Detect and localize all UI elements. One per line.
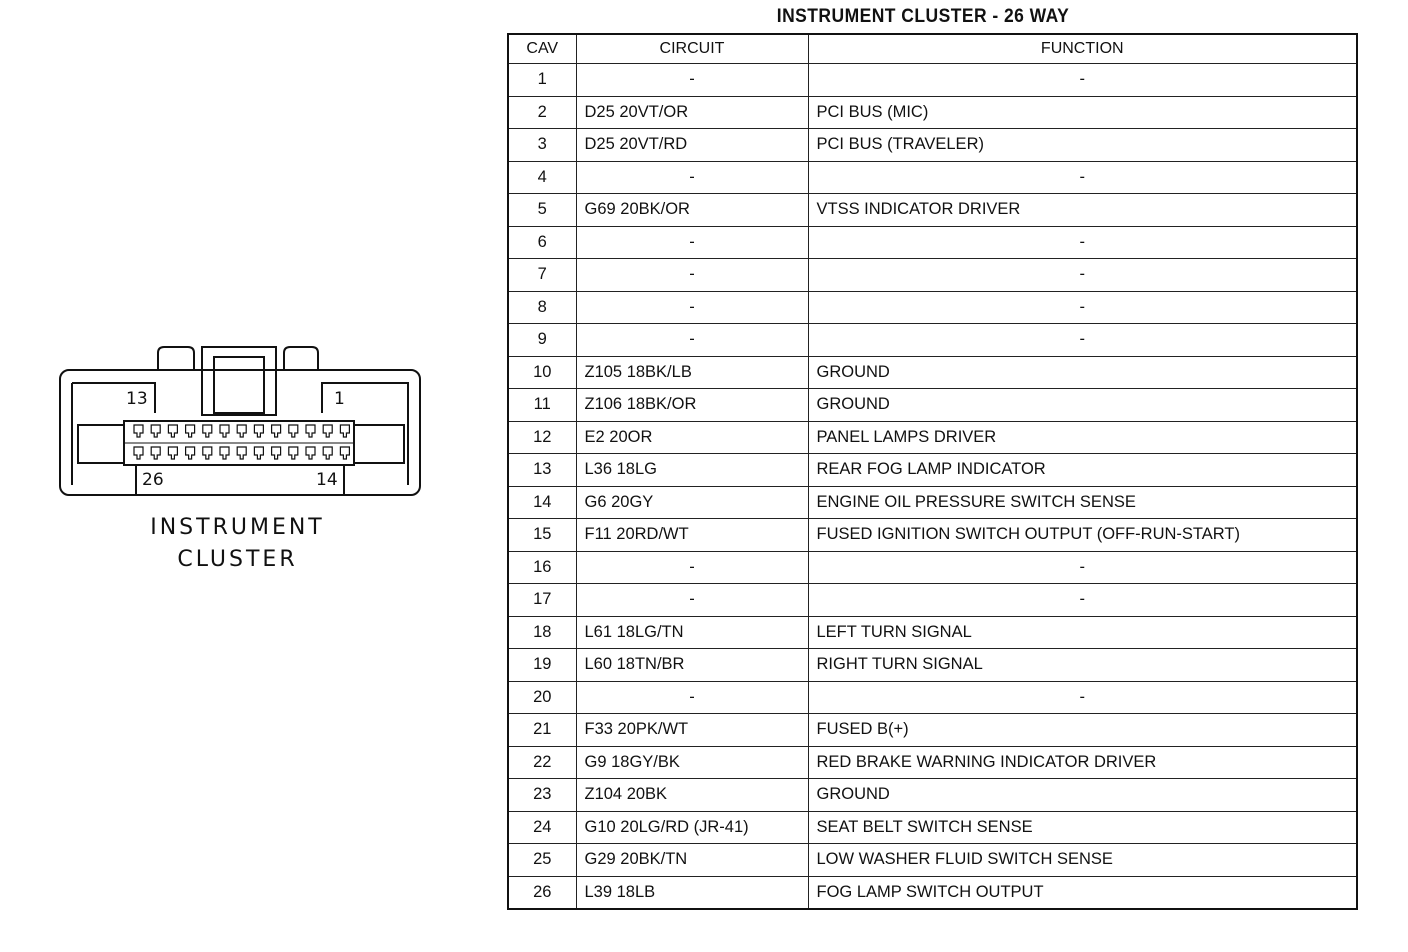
circuit-cell: E2 20OR — [576, 421, 808, 454]
function-cell: GROUND — [808, 389, 1357, 422]
circuit-cell: Z106 18BK/OR — [576, 389, 808, 422]
circuit-cell: D25 20VT/RD — [576, 129, 808, 162]
function-cell: LOW WASHER FLUID SWITCH SENSE — [808, 844, 1357, 877]
table-row — [508, 291, 1357, 324]
connector-pin — [134, 447, 143, 459]
pin-label-1: 1 — [334, 389, 345, 409]
circuit-cell: L60 18TN/BR — [576, 649, 808, 682]
function-cell: RED BRAKE WARNING INDICATOR DRIVER — [808, 746, 1357, 779]
function-cell: FUSED IGNITION SWITCH OUTPUT (OFF-RUN-START) — [808, 519, 1357, 552]
cav-cell: 13 — [508, 454, 576, 487]
circuit-cell: - — [576, 161, 808, 194]
table-row — [508, 746, 1357, 779]
function-cell: RIGHT TURN SIGNAL — [808, 649, 1357, 682]
connector-pin — [203, 447, 212, 459]
connector-pin — [237, 447, 246, 459]
connector-pin — [323, 447, 332, 459]
connector-pin — [340, 425, 349, 437]
connector-pin — [254, 425, 263, 437]
cav-cell: 1 — [508, 64, 576, 97]
function-cell: VTSS INDICATOR DRIVER — [808, 194, 1357, 227]
cav-cell: 8 — [508, 291, 576, 324]
connector-pin — [151, 447, 160, 459]
connector-pin — [306, 425, 315, 437]
pinout-table — [507, 33, 1358, 910]
circuit-cell: Z104 20BK — [576, 779, 808, 812]
circuit-cell: - — [576, 681, 808, 714]
function-cell: - — [808, 226, 1357, 259]
table-row — [508, 356, 1357, 389]
pin-label-14: 14 — [316, 470, 338, 490]
cav-cell: 20 — [508, 681, 576, 714]
circuit-cell: - — [576, 64, 808, 97]
connector-pin — [168, 425, 177, 437]
table-title: INSTRUMENT CLUSTER - 26 WAY — [776, 6, 1070, 27]
connector-pin — [237, 425, 246, 437]
circuit-cell: Z105 18BK/LB — [576, 356, 808, 389]
cav-cell: 2 — [508, 96, 576, 129]
circuit-cell: - — [576, 226, 808, 259]
connector-pin — [323, 425, 332, 437]
cav-cell: 10 — [508, 356, 576, 389]
table-header-row — [508, 34, 1357, 64]
header-circuit: CIRCUIT — [576, 34, 808, 64]
cav-cell: 16 — [508, 551, 576, 584]
connector-pin — [306, 447, 315, 459]
function-cell: - — [808, 584, 1357, 617]
cav-cell: 6 — [508, 226, 576, 259]
function-cell: FOG LAMP SWITCH OUTPUT — [808, 876, 1357, 909]
circuit-cell: G10 20LG/RD (JR-41) — [576, 811, 808, 844]
table-body — [508, 64, 1357, 910]
circuit-cell: L61 18LG/TN — [576, 616, 808, 649]
pin-label-13: 13 — [126, 389, 148, 409]
table-row — [508, 779, 1357, 812]
circuit-cell: - — [576, 551, 808, 584]
cav-cell: 12 — [508, 421, 576, 454]
table-row — [508, 454, 1357, 487]
cav-cell: 3 — [508, 129, 576, 162]
table-row — [508, 194, 1357, 227]
header-cav: CAV — [508, 34, 576, 64]
cav-cell: 11 — [508, 389, 576, 422]
function-cell: - — [808, 551, 1357, 584]
circuit-cell: D25 20VT/OR — [576, 96, 808, 129]
function-cell: - — [808, 259, 1357, 292]
table-row — [508, 389, 1357, 422]
table-row — [508, 64, 1357, 97]
connector-pin — [186, 425, 195, 437]
circuit-cell: - — [576, 259, 808, 292]
table-row — [508, 714, 1357, 747]
connector-pin — [151, 425, 160, 437]
table-row — [508, 649, 1357, 682]
connector-pin — [220, 425, 229, 437]
cav-cell: 26 — [508, 876, 576, 909]
circuit-cell: L39 18LB — [576, 876, 808, 909]
connector-pin — [134, 425, 143, 437]
table-row — [508, 844, 1357, 877]
connector-pin — [220, 447, 229, 459]
connector-pin-grid — [134, 425, 349, 459]
circuit-cell: G9 18GY/BK — [576, 746, 808, 779]
connector-pin — [272, 447, 281, 459]
table-row — [508, 129, 1357, 162]
connector-right-latch — [284, 347, 318, 370]
connector-caption-line2: CLUSTER — [177, 547, 298, 572]
table-row — [508, 486, 1357, 519]
circuit-cell: L36 18LG — [576, 454, 808, 487]
function-cell: PCI BUS (TRAVELER) — [808, 129, 1357, 162]
cav-cell: 19 — [508, 649, 576, 682]
cav-cell: 7 — [508, 259, 576, 292]
connector-caption — [120, 512, 355, 576]
table-row — [508, 616, 1357, 649]
cav-cell: 9 — [508, 324, 576, 357]
connector-diagram — [50, 335, 430, 505]
circuit-cell: - — [576, 324, 808, 357]
connector-pin — [168, 447, 177, 459]
cav-cell: 14 — [508, 486, 576, 519]
cav-cell: 15 — [508, 519, 576, 552]
connector-pin — [272, 425, 281, 437]
function-cell: SEAT BELT SWITCH SENSE — [808, 811, 1357, 844]
table-row — [508, 226, 1357, 259]
connector-pin — [289, 447, 298, 459]
function-cell: FUSED B(+) — [808, 714, 1357, 747]
table-row — [508, 551, 1357, 584]
cav-cell: 23 — [508, 779, 576, 812]
function-cell: ENGINE OIL PRESSURE SWITCH SENSE — [808, 486, 1357, 519]
circuit-cell: G69 20BK/OR — [576, 194, 808, 227]
connector-pin — [186, 447, 195, 459]
cav-cell: 17 — [508, 584, 576, 617]
cav-cell: 22 — [508, 746, 576, 779]
circuit-cell: F11 20RD/WT — [576, 519, 808, 552]
function-cell: - — [808, 161, 1357, 194]
cav-cell: 21 — [508, 714, 576, 747]
table-row — [508, 96, 1357, 129]
circuit-cell: F33 20PK/WT — [576, 714, 808, 747]
connector-pin — [340, 447, 349, 459]
cav-cell: 25 — [508, 844, 576, 877]
function-cell: - — [808, 324, 1357, 357]
table-row — [508, 519, 1357, 552]
function-cell: GROUND — [808, 779, 1357, 812]
cav-cell: 18 — [508, 616, 576, 649]
table-row — [508, 259, 1357, 292]
circuit-cell: - — [576, 291, 808, 324]
function-cell: GROUND — [808, 356, 1357, 389]
table-row — [508, 876, 1357, 909]
table-row — [508, 811, 1357, 844]
connector-left-latch — [158, 347, 194, 370]
cav-cell: 24 — [508, 811, 576, 844]
table-row — [508, 421, 1357, 454]
table-row — [508, 161, 1357, 194]
function-cell: PANEL LAMPS DRIVER — [808, 421, 1357, 454]
circuit-cell: G29 20BK/TN — [576, 844, 808, 877]
function-cell: LEFT TURN SIGNAL — [808, 616, 1357, 649]
pin-label-26: 26 — [142, 470, 164, 490]
connector-pin — [254, 447, 263, 459]
connector-pin — [203, 425, 212, 437]
connector-pin — [289, 425, 298, 437]
cav-cell: 4 — [508, 161, 576, 194]
function-cell: REAR FOG LAMP INDICATOR — [808, 454, 1357, 487]
circuit-cell: - — [576, 584, 808, 617]
table-row — [508, 681, 1357, 714]
function-cell: - — [808, 681, 1357, 714]
function-cell: - — [808, 64, 1357, 97]
connector-caption-line1: INSTRUMENT — [150, 515, 325, 540]
function-cell: - — [808, 291, 1357, 324]
table-row — [508, 584, 1357, 617]
circuit-cell: G6 20GY — [576, 486, 808, 519]
cav-cell: 5 — [508, 194, 576, 227]
table-row — [508, 324, 1357, 357]
function-cell: PCI BUS (MIC) — [808, 96, 1357, 129]
header-function: FUNCTION — [808, 34, 1357, 64]
